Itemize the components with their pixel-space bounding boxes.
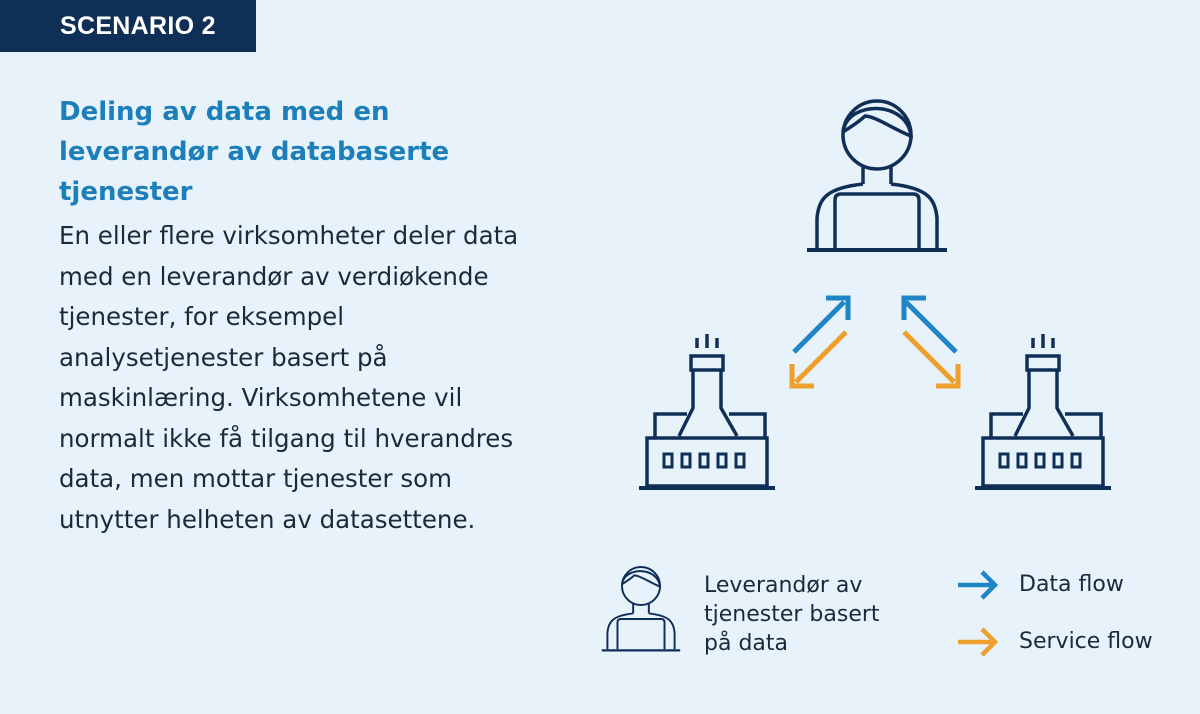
factory-icon-left [639, 334, 775, 488]
data-flow-arrow-right [904, 298, 956, 352]
legend-service-flow-arrow [958, 629, 995, 655]
legend-service-flow-label: Service flow [1019, 629, 1153, 654]
service-flow-arrow-left [792, 332, 846, 386]
legend-data-flow-arrow [958, 572, 995, 598]
data-flow-arrow-left [794, 298, 848, 352]
legend-provider-icon [602, 567, 680, 650]
service-flow-arrow-right [904, 332, 958, 386]
provider-icon [807, 101, 947, 250]
scenario-tag: SCENARIO 2 [0, 0, 256, 52]
description-text: En eller flere virksomheter deler data med en leverandør av verdiøkende tjenester, for eksempel analysetjenester basert på maskinlæring. Virksomhetene vil normalt ikke få tilgang til hverandres data, men mottar tjenester som utnytter helheten av datasettene. [59, 221, 519, 534]
legend-provider-label: Leverandør av tjenester basert på data [704, 573, 880, 656]
legend-data-flow-label: Data flow [1019, 572, 1124, 597]
diagram-title: Deling av data med en leverandør av databaserte tjenester [59, 97, 450, 207]
factory-icon-right [975, 334, 1111, 488]
